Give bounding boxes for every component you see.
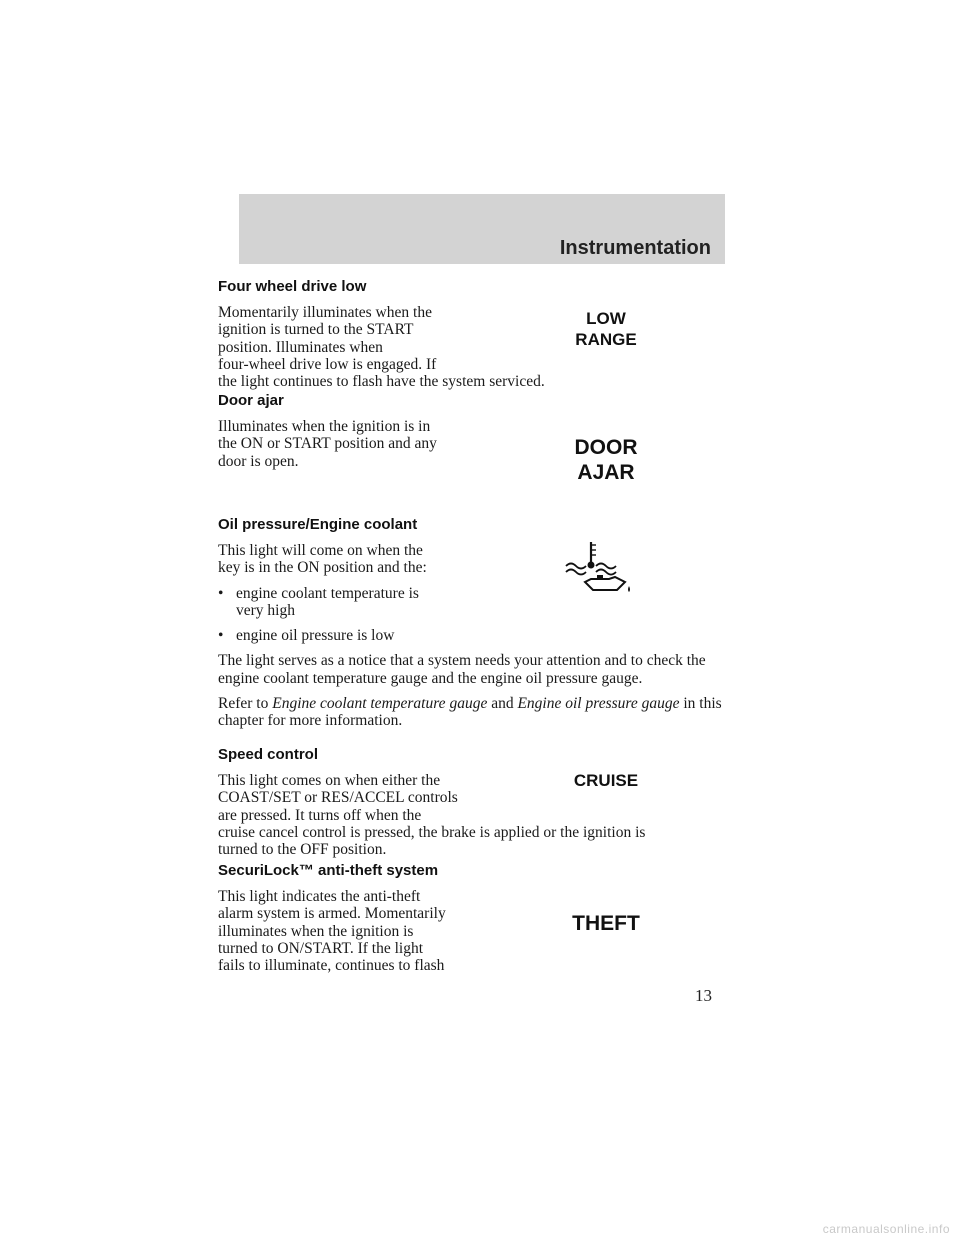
icon-text: AJAR [577,461,635,484]
text-line: the light continues to flash have the system serviced. [218,373,545,391]
section-body [218,772,728,858]
text-line: This light will come on when the [218,542,423,559]
theft-indicator-icon: THEFT [572,912,640,935]
low-range-indicator-icon [562,308,650,350]
reference-link-oil-gauge: Engine oil pressure gauge [517,695,680,713]
text-line: turned to the OFF position. [218,841,387,859]
page-title: Instrumentation [559,237,711,259]
section-four-wheel-drive-low [218,278,728,398]
section-speed-control [218,746,728,866]
bullet-marker: • [218,627,224,645]
text-line: cruise cancel control is pressed, the brake is applied or the ignition is [218,823,646,841]
text-line: four-wheel drive low is engaged. If [218,355,437,373]
coolant-oil-svg [563,540,635,596]
section-body [218,418,728,470]
refer-text: Refer to [218,695,273,713]
section-body [218,888,728,974]
section-title: Oil pressure/Engine coolant [218,516,418,533]
footer-watermark[interactable]: carmanualsonline.info [822,1222,950,1236]
refer-text: and [487,695,518,713]
cruise-indicator-icon: CRUISE [573,771,639,790]
section-title: Four wheel drive low [218,278,367,295]
bullet-marker: • [218,584,224,602]
section-title: SecuriLock™ anti-theft system [218,862,439,879]
door-ajar-indicator-icon [562,435,650,485]
text-line: This light comes on when either the [218,772,441,789]
reference-link-coolant-gauge: Engine coolant temperature gauge [272,695,488,713]
text-line: engine oil pressure is low [236,627,395,645]
text-line: COAST/SET or RES/ACCEL controls [218,789,458,807]
text-line: Illuminates when the ignition is in [218,418,431,435]
text-line: door is open. [218,452,299,470]
header-band [239,194,725,264]
text-line: ignition is turned to the START [218,321,414,339]
icon-text: RANGE [575,330,637,349]
text-line: fails to illuminate, continues to flash [218,957,445,975]
section-body [218,304,728,390]
text-line: position. Illuminates when [218,338,383,356]
section-body [218,542,728,577]
section-title: Speed control [218,746,319,763]
section-reference [218,695,728,730]
text-line: This light indicates the anti-theft [218,888,421,905]
text-line: illuminates when the ignition is [218,922,414,940]
list-item [218,627,476,644]
text-line: key is in the ON position and the: [218,559,427,577]
section-paragraph: The light serves as a notice that a system needs your attention and to check the engine coolant temperature gauge and the engine oil pressure gauge. [218,652,706,687]
list-item [218,585,476,620]
icon-text: DOOR [574,436,638,459]
text-line: the ON or START position and any [218,435,437,453]
coolant-oil-warning-icon [563,540,635,596]
section-title: Door ajar [218,392,284,409]
text-line: alarm system is armed. Momentarily [218,905,446,923]
page-number: 13 [695,986,712,1005]
text-line: are pressed. It turns off when the [218,806,422,824]
section-securilock [218,862,728,982]
section-oil-coolant [218,516,728,738]
section-door-ajar [218,392,728,478]
text-line: engine coolant temperature is [236,584,419,602]
text-line: very high [236,601,295,619]
text-line: turned to ON/START. If the light [218,939,424,957]
text-line: Momentarily illuminates when the [218,304,432,321]
icon-text: LOW [586,309,626,328]
refer-text: in this chapter for more information. [218,695,722,730]
